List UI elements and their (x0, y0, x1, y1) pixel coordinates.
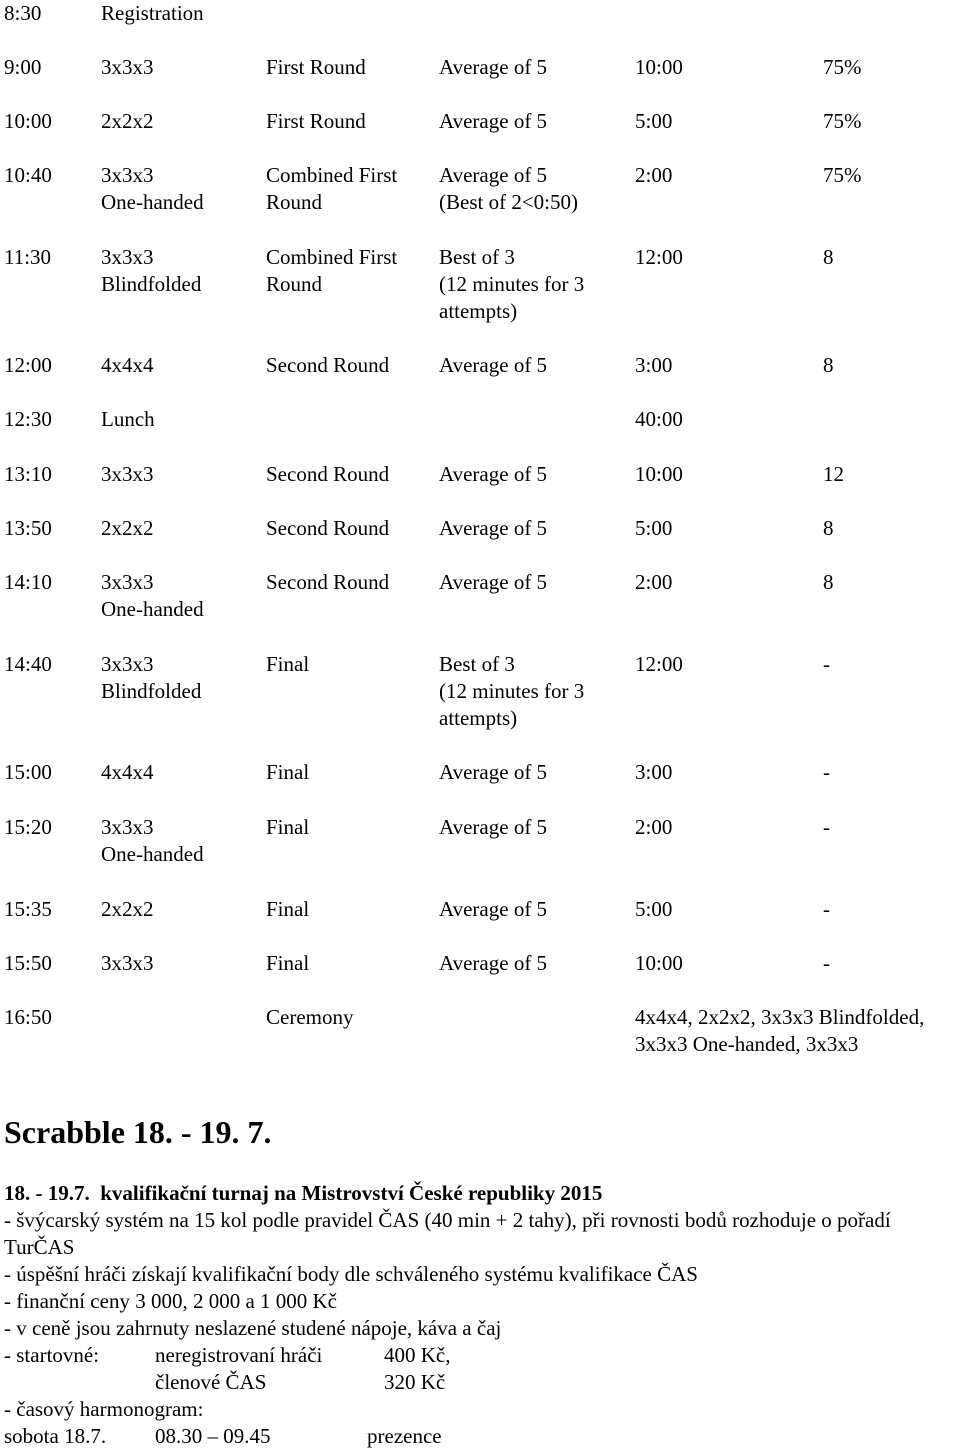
fee-unregistered-value: 400 Kč, (384, 1343, 451, 1367)
schedule-row (0, 162, 960, 246)
schedule-proceed: 8 (823, 516, 834, 540)
schedule-event: 3x3x3 One-handed (101, 570, 204, 621)
schedule-proceed: 8 (823, 570, 834, 594)
fee-row-unregistered (4, 1342, 954, 1369)
schedule-row (0, 244, 960, 328)
timetable-slot-event: prezence (367, 1424, 442, 1448)
schedule-time-limit: 2:00 (635, 815, 673, 839)
schedule-event: Lunch (101, 407, 155, 431)
ceremony-label: Ceremony (266, 1005, 354, 1029)
fee-label: - startovné: (4, 1343, 100, 1367)
schedule-proceed: - (823, 951, 830, 975)
schedule-event: 2x2x2 (101, 109, 154, 133)
schedule-proceed: 8 (823, 245, 834, 269)
schedule-row (0, 651, 960, 735)
schedule-time-limit: 10:00 (635, 951, 683, 975)
scrabble-line-4: - v ceně jsou zahrnuty neslazené studené nápoje, káva a čaj (4, 1316, 502, 1340)
fee-member-value: 320 Kč (384, 1370, 446, 1394)
schedule-time-limit: 40:00 (635, 407, 683, 431)
schedule-time-limit: 12:00 (635, 245, 683, 269)
schedule-time-limit: 5:00 (635, 516, 673, 540)
schedule-round: Second Round (266, 353, 390, 377)
schedule-round: Second Round (266, 462, 390, 486)
schedule-proceed: 8 (823, 353, 834, 377)
schedule-time: 9:00 (4, 55, 42, 79)
schedule-time: 8:30 (4, 1, 42, 25)
schedule-format: Average of 5 (439, 815, 548, 839)
schedule-proceed: - (823, 897, 830, 921)
scrabble-line-3: - finanční ceny 3 000, 2 000 a 1 000 Kč (4, 1289, 337, 1313)
schedule-time: 15:00 (4, 760, 52, 784)
schedule-time-limit: 2:00 (635, 163, 673, 187)
schedule-round: Final (266, 951, 310, 975)
ceremony-time: 16:50 (4, 1005, 52, 1029)
schedule-proceed: 75% (823, 109, 862, 133)
schedule-time-limit: 5:00 (635, 897, 673, 921)
schedule-time: 13:10 (4, 462, 52, 486)
schedule-time-limit: 5:00 (635, 109, 673, 133)
schedule-time: 15:50 (4, 951, 52, 975)
schedule-format: Average of 5 (439, 570, 548, 594)
schedule-round: Combined First Round (266, 163, 398, 214)
schedule-round: Combined First Round (266, 245, 398, 296)
schedule-round: Final (266, 652, 310, 676)
schedule-proceed: - (823, 815, 830, 839)
schedule-event: 3x3x3 One-handed (101, 163, 204, 214)
schedule-event: 3x3x3 (101, 55, 154, 79)
scrabble-line-2: - úspěšní hráči získají kvalifikační body dle schváleného systému kvalifikace ČAS (4, 1262, 698, 1286)
schedule-time: 12:30 (4, 407, 52, 431)
schedule-format: Average of 5 (439, 516, 548, 540)
schedule-time: 12:00 (4, 353, 52, 377)
schedule-time: 10:00 (4, 109, 52, 133)
schedule-format: Average of 5 (439, 760, 548, 784)
ceremony-row (0, 1004, 960, 1088)
schedule-round: Second Round (266, 516, 390, 540)
schedule-time: 15:20 (4, 815, 52, 839)
schedule-event: Registration (101, 1, 204, 25)
schedule-time: 14:10 (4, 570, 52, 594)
timetable-label: - časový harmonogram: (4, 1397, 204, 1421)
ceremony-events: 4x4x4, 2x2x2, 3x3x3 Blindfolded, 3x3x3 One-handed, 3x3x3 (635, 1005, 925, 1056)
fee-unregistered-label: neregistrovaní hráči (155, 1343, 323, 1367)
schedule-time-limit: 3:00 (635, 760, 673, 784)
schedule-time: 14:40 (4, 652, 52, 676)
schedule-time-limit: 10:00 (635, 462, 683, 486)
schedule-time-limit: 12:00 (635, 652, 683, 676)
schedule-round: Final (266, 897, 310, 921)
schedule-event: 3x3x3 (101, 951, 154, 975)
scrabble-heading: Scrabble 18. - 19. 7. (4, 1114, 272, 1150)
schedule-event: 4x4x4 (101, 760, 154, 784)
schedule-round: Final (266, 815, 310, 839)
timetable-row (4, 1423, 954, 1450)
schedule-format: Average of 5 (439, 462, 548, 486)
schedule-event: 2x2x2 (101, 516, 154, 540)
schedule-event: 2x2x2 (101, 897, 154, 921)
schedule-proceed: 12 (823, 462, 844, 486)
timetable-day: sobota 18.7. (4, 1424, 107, 1448)
schedule-row (0, 814, 960, 898)
schedule-format: Average of 5 (439, 897, 548, 921)
schedule-time: 13:50 (4, 516, 52, 540)
schedule-proceed: 75% (823, 55, 862, 79)
schedule-event: 3x3x3 (101, 462, 154, 486)
scrabble-intro (4, 1180, 602, 1207)
schedule-format: Average of 5 (439, 353, 548, 377)
schedule-row (0, 569, 960, 653)
schedule-round: First Round (266, 109, 366, 133)
schedule-round: First Round (266, 55, 366, 79)
schedule-format: Average of 5 (Best of 2<0:50) (439, 163, 578, 214)
fee-member-label: členové ČAS (155, 1370, 267, 1394)
schedule-proceed: - (823, 652, 830, 676)
schedule-format: Best of 3 (12 minutes for 3 attempts) (439, 245, 585, 323)
schedule-format: Average of 5 (439, 55, 548, 79)
scrabble-intro-text: 18. - 19.7. kvalifikační turnaj na Mistrovství České republiky 2015 (4, 1181, 603, 1205)
schedule-time: 11:30 (4, 245, 52, 269)
schedule-proceed: - (823, 760, 830, 784)
schedule-format: Average of 5 (439, 951, 548, 975)
fee-row-member (4, 1369, 954, 1396)
schedule-round: Final (266, 760, 310, 784)
schedule-time: 15:35 (4, 897, 52, 921)
schedule-time-limit: 3:00 (635, 353, 673, 377)
schedule-event: 3x3x3 Blindfolded (101, 652, 202, 703)
schedule-event: 3x3x3 Blindfolded (101, 245, 202, 296)
schedule-event: 4x4x4 (101, 353, 154, 377)
schedule-round: Second Round (266, 570, 390, 594)
schedule-proceed: 75% (823, 163, 862, 187)
timetable-slot-time: 08.30 – 09.45 (155, 1424, 271, 1448)
schedule-time: 10:40 (4, 163, 52, 187)
schedule-format: Average of 5 (439, 109, 548, 133)
schedule-event: 3x3x3 One-handed (101, 815, 204, 866)
schedule-format: Best of 3 (12 minutes for 3 attempts) (439, 652, 585, 730)
schedule-time-limit: 2:00 (635, 570, 673, 594)
schedule-time-limit: 10:00 (635, 55, 683, 79)
scrabble-line-1: - švýcarský systém na 15 kol podle pravidel ČAS (40 min + 2 tahy), při rovnosti bodů rozhoduje o pořadí TurČAS (4, 1208, 891, 1259)
